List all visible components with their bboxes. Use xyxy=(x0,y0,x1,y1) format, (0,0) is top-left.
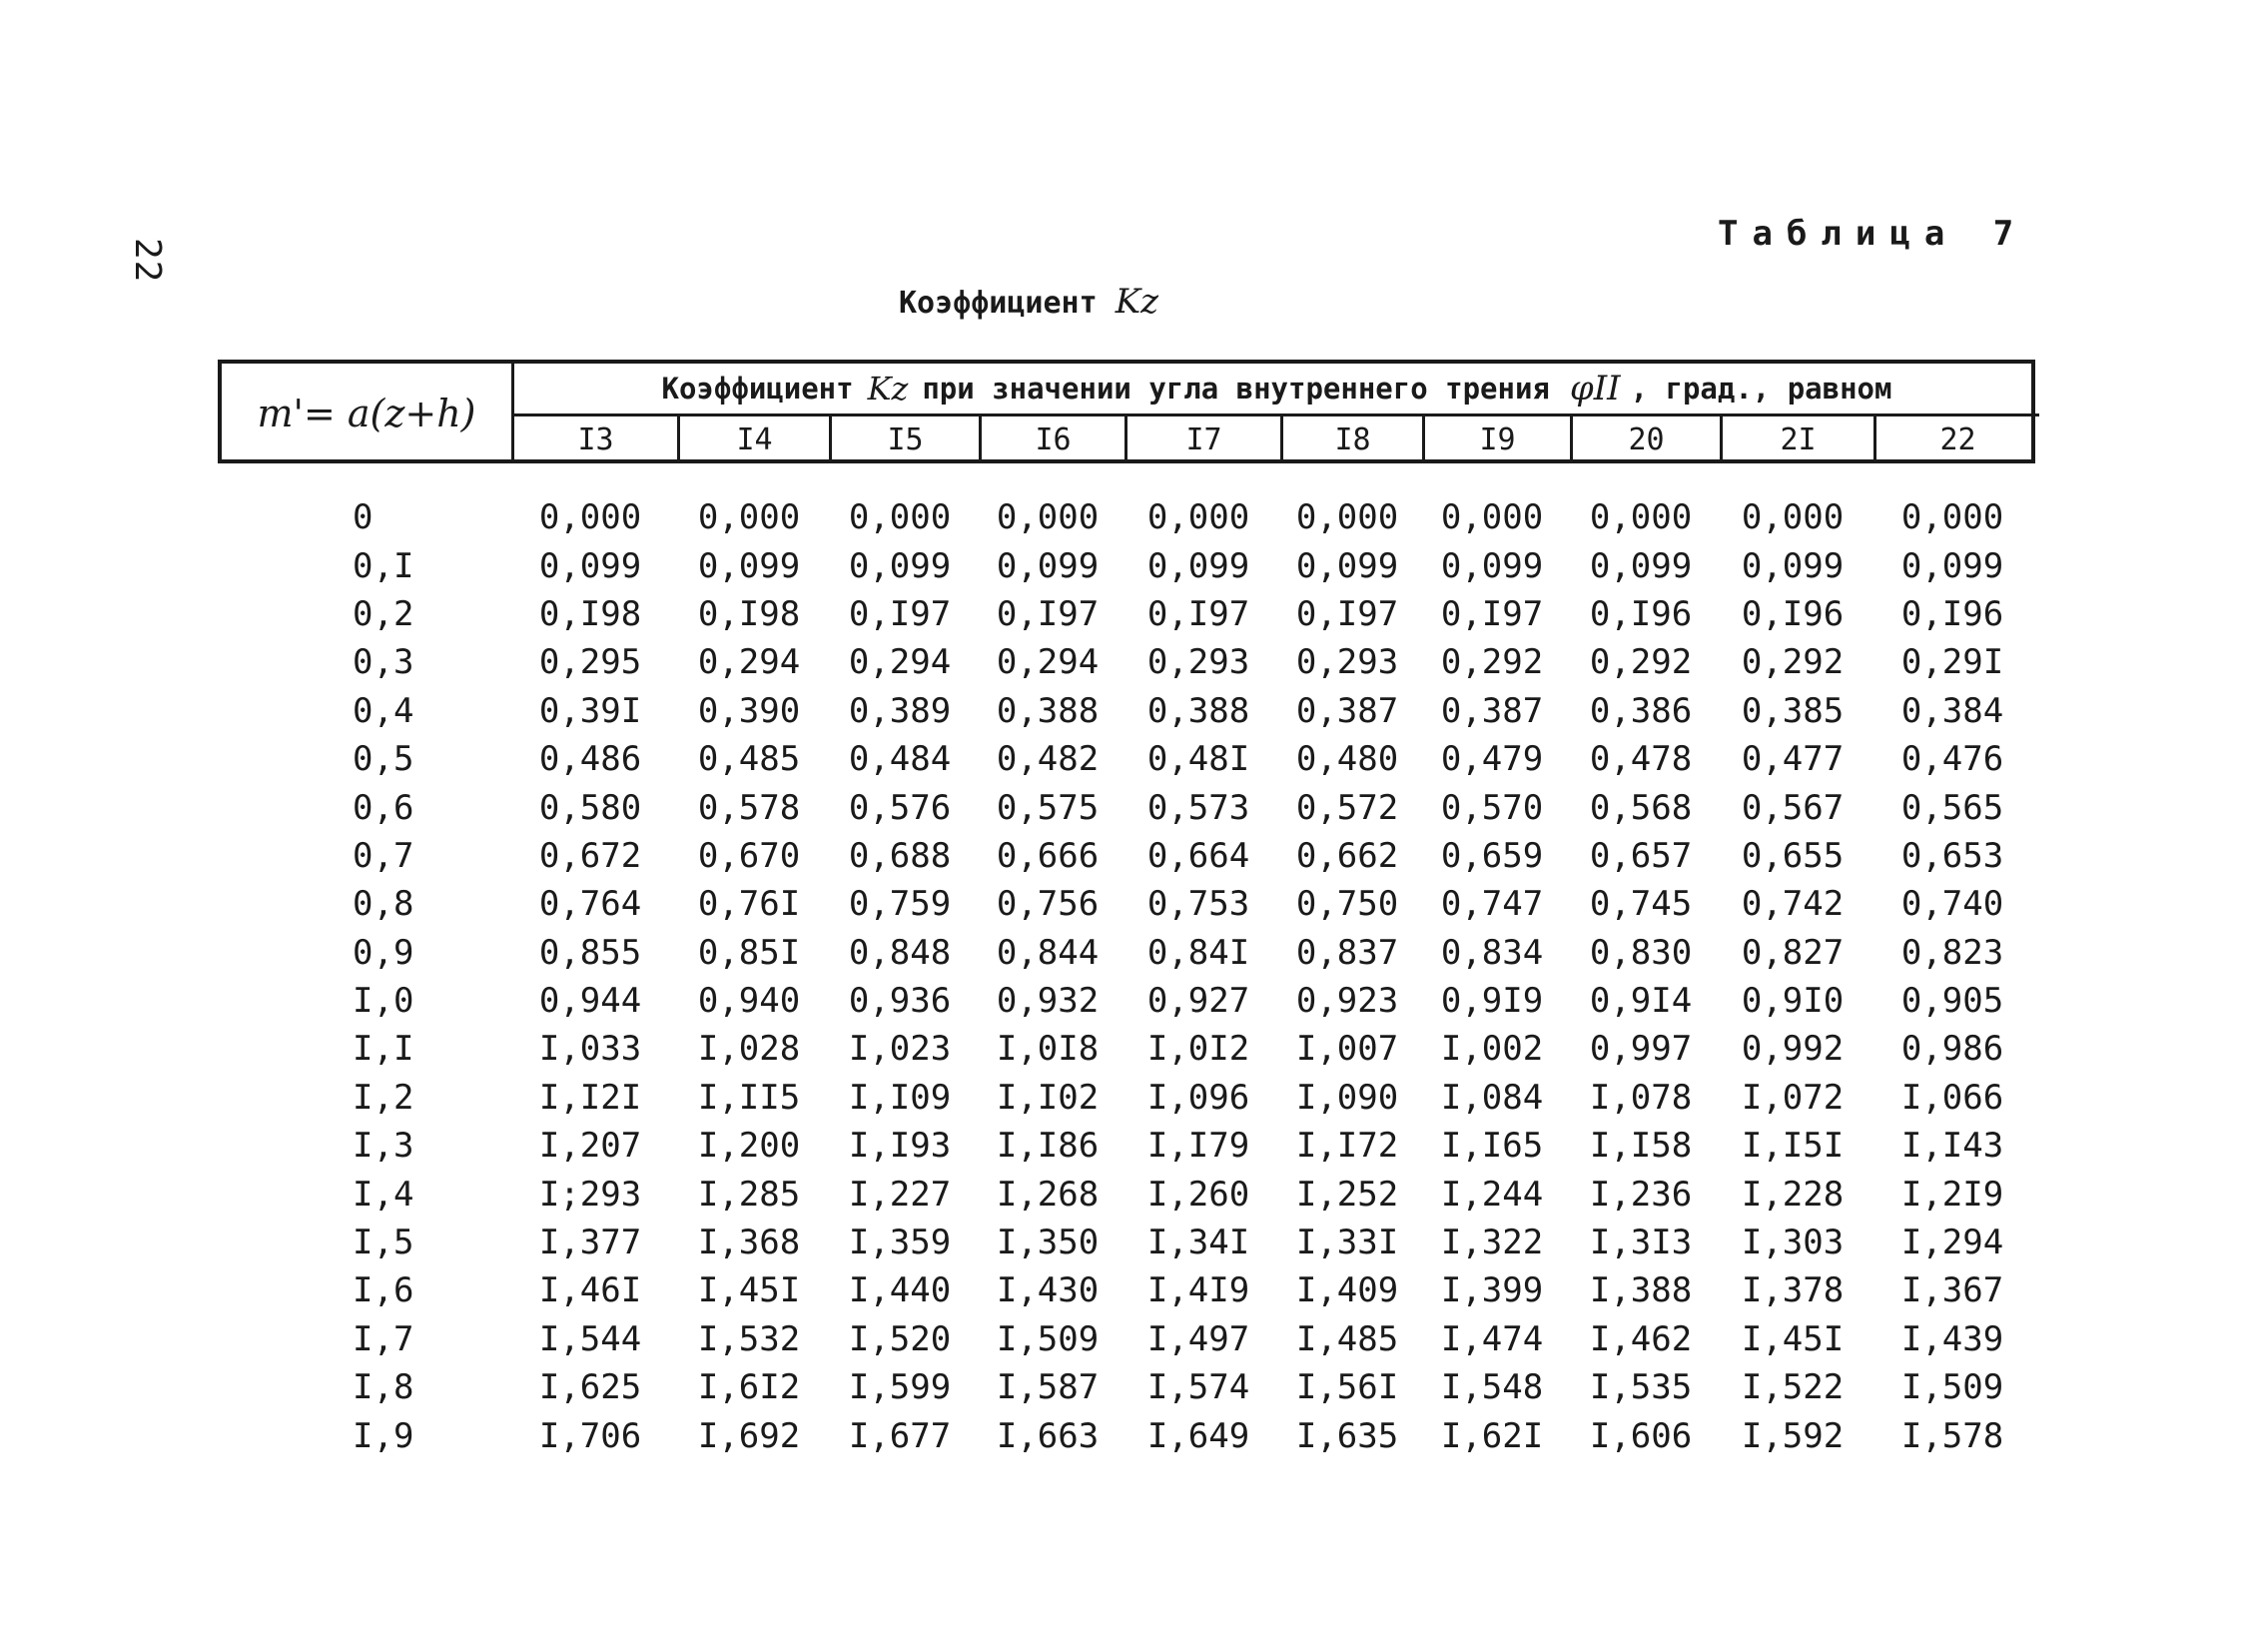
table-row xyxy=(218,638,2035,686)
param-value: I,8 xyxy=(353,1367,414,1408)
coefficient-cell: I,587 xyxy=(996,1367,1100,1408)
param-value: 0 xyxy=(353,497,374,538)
coefficient-cell: 0,575 xyxy=(996,787,1100,828)
param-value: I,5 xyxy=(353,1223,414,1263)
coefficient-cell: 0,099 xyxy=(848,545,952,586)
coefficient-cell: I,62I xyxy=(1440,1415,1544,1456)
coefficient-cell: I,635 xyxy=(1295,1415,1399,1456)
param-value: I,2 xyxy=(353,1077,414,1118)
param-value: 0,8 xyxy=(353,884,414,925)
coefficient-cell: I,520 xyxy=(848,1318,952,1359)
coefficient-cell: 0,848 xyxy=(848,932,952,973)
coefficient-cell: 0,I96 xyxy=(1900,593,2004,634)
coefficient-cell: 0,000 xyxy=(848,497,952,538)
param-value: 0,5 xyxy=(353,739,414,780)
table-row xyxy=(218,1025,2035,1073)
coefficient-cell: I,078 xyxy=(1589,1077,1693,1118)
coefficient-cell: I,497 xyxy=(1146,1318,1250,1359)
coefficient-cell: 0,565 xyxy=(1900,787,2004,828)
coefficient-cell: 0,570 xyxy=(1440,787,1544,828)
coefficient-cell: 0,764 xyxy=(538,884,642,925)
coefficient-cell: 0,905 xyxy=(1900,981,2004,1022)
table-title xyxy=(899,282,1158,322)
coefficient-cell: I,430 xyxy=(996,1270,1100,1311)
coefficient-cell: 0,000 xyxy=(1440,497,1544,538)
coefficient-cell: I,228 xyxy=(1741,1174,1845,1215)
coefficient-cell: 0,387 xyxy=(1295,690,1399,731)
table-row xyxy=(218,1315,2035,1363)
coefficient-cell: 0,834 xyxy=(1440,932,1544,973)
span-symbol: Kz xyxy=(867,370,909,408)
coefficient-cell: 0,9I9 xyxy=(1440,981,1544,1022)
table-label: Таблица 7 xyxy=(1718,214,2028,254)
coefficient-cell: 0,844 xyxy=(996,932,1100,973)
coefficient-cell: 0,742 xyxy=(1741,884,1845,925)
table-row xyxy=(218,493,2035,541)
coefficient-cell: I;293 xyxy=(538,1174,642,1215)
coefficient-cell: I,303 xyxy=(1741,1223,1845,1263)
coefficient-cell: I,I93 xyxy=(848,1126,952,1167)
coefficient-cell: I,592 xyxy=(1741,1415,1845,1456)
param-value: I,3 xyxy=(353,1126,414,1167)
coefficient-cell: I,066 xyxy=(1900,1077,2004,1118)
coefficient-cell: I,200 xyxy=(697,1126,801,1167)
coefficient-cell: 0,688 xyxy=(848,835,952,876)
coefficient-cell: I,625 xyxy=(538,1367,642,1408)
coefficient-cell: 0,992 xyxy=(1741,1029,1845,1070)
table-row xyxy=(218,1219,2035,1266)
coefficient-cell: 0,000 xyxy=(1295,497,1399,538)
coefficient-cell: I,084 xyxy=(1440,1077,1544,1118)
coefficient-cell: I,I43 xyxy=(1900,1126,2004,1167)
coefficient-cell: 0,759 xyxy=(848,884,952,925)
coefficient-cell: I,090 xyxy=(1295,1077,1399,1118)
coefficient-cell: 0,292 xyxy=(1589,642,1693,683)
coefficient-cell: 0,664 xyxy=(1146,835,1250,876)
param-header: m'= a(z+h) xyxy=(257,392,476,435)
param-value: 0,2 xyxy=(353,593,414,634)
coefficient-cell: I,439 xyxy=(1900,1318,2004,1359)
coefficient-cell: 0,000 xyxy=(1589,497,1693,538)
coefficient-cell: 0,750 xyxy=(1295,884,1399,925)
coefficient-cell: 0,000 xyxy=(1146,497,1250,538)
coefficient-cell: I,350 xyxy=(996,1223,1100,1263)
coefficient-cell: 0,099 xyxy=(1741,545,1845,586)
coefficient-cell: 0,478 xyxy=(1589,739,1693,780)
coefficient-cell: 0,I96 xyxy=(1589,593,1693,634)
coefficient-cell: 0,294 xyxy=(697,642,801,683)
coefficient-cell: I,409 xyxy=(1295,1270,1399,1311)
coefficient-cell: 0,823 xyxy=(1900,932,2004,973)
coefficient-cell: 0,85I xyxy=(697,932,801,973)
coefficient-cell: I,359 xyxy=(848,1223,952,1263)
coefficient-cell: 0,655 xyxy=(1741,835,1845,876)
coefficient-cell: 0,I97 xyxy=(848,593,952,634)
table-row xyxy=(218,1074,2035,1122)
coefficient-cell: I,II5 xyxy=(697,1077,801,1118)
coefficient-cell: 0,I97 xyxy=(1440,593,1544,634)
coefficient-cell: 0,390 xyxy=(697,690,801,731)
coefficient-cell: 0,I98 xyxy=(697,593,801,634)
coefficient-cell: I,544 xyxy=(538,1318,642,1359)
table-row xyxy=(218,687,2035,735)
coefficient-cell: I,677 xyxy=(848,1415,952,1456)
param-value: 0,3 xyxy=(353,642,414,683)
table-title-text: Коэффициент xyxy=(899,286,1098,321)
coefficient-cell: I,I02 xyxy=(996,1077,1100,1118)
coefficient-cell: 0,000 xyxy=(538,497,642,538)
coefficient-cell: 0,753 xyxy=(1146,884,1250,925)
coefficient-cell: 0,747 xyxy=(1440,884,1544,925)
coefficient-cell: 0,827 xyxy=(1741,932,1845,973)
coefficient-cell: 0,830 xyxy=(1589,932,1693,973)
coefficient-cell: I,007 xyxy=(1295,1029,1399,1070)
angle-header-cell: I5 xyxy=(829,413,979,463)
coefficient-cell: 0,662 xyxy=(1295,835,1399,876)
table-row xyxy=(218,1266,2035,1314)
coefficient-cell: 0,657 xyxy=(1589,835,1693,876)
coefficient-cell: 0,76I xyxy=(697,884,801,925)
coefficient-cell: 0,39I xyxy=(538,690,642,731)
coefficient-cell: 0,576 xyxy=(848,787,952,828)
coefficient-cell: 0,567 xyxy=(1741,787,1845,828)
table-row xyxy=(218,1170,2035,1218)
coefficient-cell: I,46I xyxy=(538,1270,642,1311)
coefficient-cell: I,096 xyxy=(1146,1077,1250,1118)
table-row xyxy=(218,1122,2035,1170)
page-number: 22 xyxy=(127,238,168,284)
angle-header-cell: 20 xyxy=(1570,413,1720,463)
coefficient-cell: I,I58 xyxy=(1589,1126,1693,1167)
param-value: I,9 xyxy=(353,1415,414,1456)
coefficient-cell: 0,099 xyxy=(996,545,1100,586)
coefficient-cell: 0,573 xyxy=(1146,787,1250,828)
coefficient-cell: 0,936 xyxy=(848,981,952,1022)
coefficient-cell: I,45I xyxy=(697,1270,801,1311)
coefficient-cell: 0,099 xyxy=(1440,545,1544,586)
coefficient-cell: I,I79 xyxy=(1146,1126,1250,1167)
coefficient-cell: 0,293 xyxy=(1295,642,1399,683)
angle-header-cell: I9 xyxy=(1422,413,1570,463)
coefficient-cell: I,I2I xyxy=(538,1077,642,1118)
table-row xyxy=(218,880,2035,928)
coefficient-cell: 0,388 xyxy=(1146,690,1250,731)
coefficient-cell: 0,940 xyxy=(697,981,801,1022)
coefficient-cell: I,023 xyxy=(848,1029,952,1070)
coefficient-cell: I,367 xyxy=(1900,1270,2004,1311)
coefficient-cell: 0,740 xyxy=(1900,884,2004,925)
table-row xyxy=(218,832,2035,880)
table-row xyxy=(218,590,2035,638)
coefficient-cell: I,2I9 xyxy=(1900,1174,2004,1215)
coefficient-cell: I,440 xyxy=(848,1270,952,1311)
coefficient-cell: I,I72 xyxy=(1295,1126,1399,1167)
coefficient-cell: I,56I xyxy=(1295,1367,1399,1408)
coefficient-cell: I,033 xyxy=(538,1029,642,1070)
table-row xyxy=(218,735,2035,783)
coefficient-cell: I,244 xyxy=(1440,1174,1544,1215)
coefficient-cell: 0,294 xyxy=(996,642,1100,683)
coefficient-cell: I,285 xyxy=(697,1174,801,1215)
coefficient-cell: I,578 xyxy=(1900,1415,2004,1456)
coefficient-cell: 0,9I0 xyxy=(1741,981,1845,1022)
coefficient-cell: 0,099 xyxy=(538,545,642,586)
coefficient-cell: I,509 xyxy=(1900,1367,2004,1408)
coefficient-cell: 0,932 xyxy=(996,981,1100,1022)
param-value: 0,9 xyxy=(353,932,414,973)
coefficient-cell: 0,486 xyxy=(538,739,642,780)
coefficient-cell: 0,745 xyxy=(1589,884,1693,925)
param-value: 0,4 xyxy=(353,690,414,731)
coefficient-cell: 0,927 xyxy=(1146,981,1250,1022)
coefficient-cell: I,I5I xyxy=(1741,1126,1845,1167)
span-prefix: Коэффициент xyxy=(661,372,854,406)
coefficient-cell: 0,000 xyxy=(996,497,1100,538)
param-value: I,4 xyxy=(353,1174,414,1215)
coefficient-cell: 0,385 xyxy=(1741,690,1845,731)
coefficient-cell: I,260 xyxy=(1146,1174,1250,1215)
coefficient-cell: 0,099 xyxy=(1146,545,1250,586)
param-value: I,0 xyxy=(353,981,414,1022)
angle-header-cell: I8 xyxy=(1280,413,1422,463)
coefficient-cell: I,I65 xyxy=(1440,1126,1544,1167)
coefficient-cell: 0,I97 xyxy=(1295,593,1399,634)
coefficient-cell: 0,099 xyxy=(1900,545,2004,586)
table-row xyxy=(218,541,2035,589)
angle-header-cell: I3 xyxy=(511,413,677,463)
coefficient-cell: 0,099 xyxy=(1589,545,1693,586)
coefficient-cell: 0,000 xyxy=(1741,497,1845,538)
coefficient-cell: 0,578 xyxy=(697,787,801,828)
coefficient-cell: I,548 xyxy=(1440,1367,1544,1408)
table-row xyxy=(218,783,2035,831)
coefficient-cell: I,522 xyxy=(1741,1367,1845,1408)
param-value: I,6 xyxy=(353,1270,414,1311)
coefficient-cell: 0,476 xyxy=(1900,739,2004,780)
span-suffix: , град., равном xyxy=(1630,372,1892,406)
coefficient-cell: I,227 xyxy=(848,1174,952,1215)
angle-header-cell: 2I xyxy=(1720,413,1873,463)
coefficient-cell: I,509 xyxy=(996,1318,1100,1359)
coefficient-cell: I,236 xyxy=(1589,1174,1693,1215)
coefficient-cell: 0,572 xyxy=(1295,787,1399,828)
angle-span-header xyxy=(511,364,2039,413)
coefficient-cell: I,0I8 xyxy=(996,1029,1100,1070)
coefficient-cell: I,663 xyxy=(996,1415,1100,1456)
coefficient-cell: I,706 xyxy=(538,1415,642,1456)
coefficient-cell: 0,099 xyxy=(697,545,801,586)
coefficient-cell: 0,099 xyxy=(1295,545,1399,586)
coefficient-cell: I,535 xyxy=(1589,1367,1693,1408)
table-body xyxy=(218,493,2035,1460)
angle-header-cell: I4 xyxy=(677,413,829,463)
coefficient-cell: I,378 xyxy=(1741,1270,1845,1311)
coefficient-cell: 0,I96 xyxy=(1741,593,1845,634)
coefficient-cell: 0,388 xyxy=(996,690,1100,731)
coefficient-cell: I,377 xyxy=(538,1223,642,1263)
coefficient-cell: I,6I2 xyxy=(697,1367,801,1408)
coefficient-cell: I,268 xyxy=(996,1174,1100,1215)
coefficient-cell: I,33I xyxy=(1295,1223,1399,1263)
table-row xyxy=(218,929,2035,977)
phi-symbol: φII xyxy=(1569,369,1621,409)
coefficient-cell: 0,387 xyxy=(1440,690,1544,731)
coefficient-cell: I,I09 xyxy=(848,1077,952,1118)
coefficient-cell: 0,997 xyxy=(1589,1029,1693,1070)
coefficient-cell: I,606 xyxy=(1589,1415,1693,1456)
coefficient-cell: 0,292 xyxy=(1440,642,1544,683)
coefficient-cell: 0,294 xyxy=(848,642,952,683)
coefficient-cell: 0,482 xyxy=(996,739,1100,780)
coefficient-cell: I,34I xyxy=(1146,1223,1250,1263)
coefficient-cell: 0,292 xyxy=(1741,642,1845,683)
coefficient-cell: I,072 xyxy=(1741,1077,1845,1118)
coefficient-cell: I,574 xyxy=(1146,1367,1250,1408)
coefficient-cell: 0,295 xyxy=(538,642,642,683)
coefficient-cell: 0,386 xyxy=(1589,690,1693,731)
table-row xyxy=(218,1363,2035,1411)
coefficient-cell: 0,666 xyxy=(996,835,1100,876)
coefficient-cell: I,3I3 xyxy=(1589,1223,1693,1263)
table-row xyxy=(218,977,2035,1025)
param-value: 0,I xyxy=(353,545,414,586)
coefficient-cell: 0,000 xyxy=(697,497,801,538)
coefficient-cell: 0,837 xyxy=(1295,932,1399,973)
coefficient-cell: 0,923 xyxy=(1295,981,1399,1022)
angle-header-cell: 22 xyxy=(1873,413,2039,463)
coefficient-cell: 0,29I xyxy=(1900,642,2004,683)
coefficient-cell: 0,48I xyxy=(1146,739,1250,780)
coefficient-cell: 0,I98 xyxy=(538,593,642,634)
coefficient-cell: I,388 xyxy=(1589,1270,1693,1311)
table-title-symbol: Kz xyxy=(1115,282,1159,322)
coefficient-cell: I,368 xyxy=(697,1223,801,1263)
coefficient-cell: 0,568 xyxy=(1589,787,1693,828)
param-value: I,7 xyxy=(353,1318,414,1359)
coefficient-cell: I,4I9 xyxy=(1146,1270,1250,1311)
coefficient-cell: 0,756 xyxy=(996,884,1100,925)
angle-header-cell: I6 xyxy=(979,413,1124,463)
table-header xyxy=(218,360,2035,463)
coefficient-cell: 0,479 xyxy=(1440,739,1544,780)
coefficient-cell: 0,485 xyxy=(697,739,801,780)
coefficient-cell: I,028 xyxy=(697,1029,801,1070)
coefficient-cell: I,002 xyxy=(1440,1029,1544,1070)
coefficient-cell: 0,659 xyxy=(1440,835,1544,876)
coefficient-cell: 0,I97 xyxy=(996,593,1100,634)
coefficient-cell: 0,944 xyxy=(538,981,642,1022)
coefficient-cell: 0,384 xyxy=(1900,690,2004,731)
coefficient-cell: I,45I xyxy=(1741,1318,1845,1359)
coefficient-cell: I,I86 xyxy=(996,1126,1100,1167)
coefficient-cell: I,532 xyxy=(697,1318,801,1359)
coefficient-cell: 0,9I4 xyxy=(1589,981,1693,1022)
coefficient-cell: I,649 xyxy=(1146,1415,1250,1456)
coefficient-cell: I,399 xyxy=(1440,1270,1544,1311)
coefficient-cell: I,294 xyxy=(1900,1223,2004,1263)
coefficient-cell: 0,653 xyxy=(1900,835,2004,876)
param-value: 0,6 xyxy=(353,787,414,828)
table-row xyxy=(218,1411,2035,1459)
coefficient-cell: 0,855 xyxy=(538,932,642,973)
coefficient-cell: I,485 xyxy=(1295,1318,1399,1359)
angle-header-cell: I7 xyxy=(1124,413,1280,463)
coefficient-cell: 0,84I xyxy=(1146,932,1250,973)
coefficient-cell: I,252 xyxy=(1295,1174,1399,1215)
coefficient-cell: 0,293 xyxy=(1146,642,1250,683)
coefficient-cell: I,0I2 xyxy=(1146,1029,1250,1070)
coefficient-cell: 0,484 xyxy=(848,739,952,780)
coefficient-cell: 0,672 xyxy=(538,835,642,876)
coefficient-cell: I,462 xyxy=(1589,1318,1693,1359)
coefficient-cell: 0,I97 xyxy=(1146,593,1250,634)
span-middle: при значении угла внутреннего трения xyxy=(922,372,1550,406)
coefficient-cell: 0,670 xyxy=(697,835,801,876)
coefficient-cell: I,692 xyxy=(697,1415,801,1456)
coefficient-cell: 0,389 xyxy=(848,690,952,731)
coefficient-cell: 0,000 xyxy=(1900,497,2004,538)
coefficient-cell: 0,580 xyxy=(538,787,642,828)
coefficient-cell: 0,477 xyxy=(1741,739,1845,780)
param-value: I,I xyxy=(353,1029,414,1070)
coefficient-cell: I,599 xyxy=(848,1367,952,1408)
param-value: 0,7 xyxy=(353,835,414,876)
coefficient-cell: I,207 xyxy=(538,1126,642,1167)
coefficient-cell: I,474 xyxy=(1440,1318,1544,1359)
coefficient-cell: 0,480 xyxy=(1295,739,1399,780)
coefficient-cell: I,322 xyxy=(1440,1223,1544,1263)
coefficient-cell: 0,986 xyxy=(1900,1029,2004,1070)
